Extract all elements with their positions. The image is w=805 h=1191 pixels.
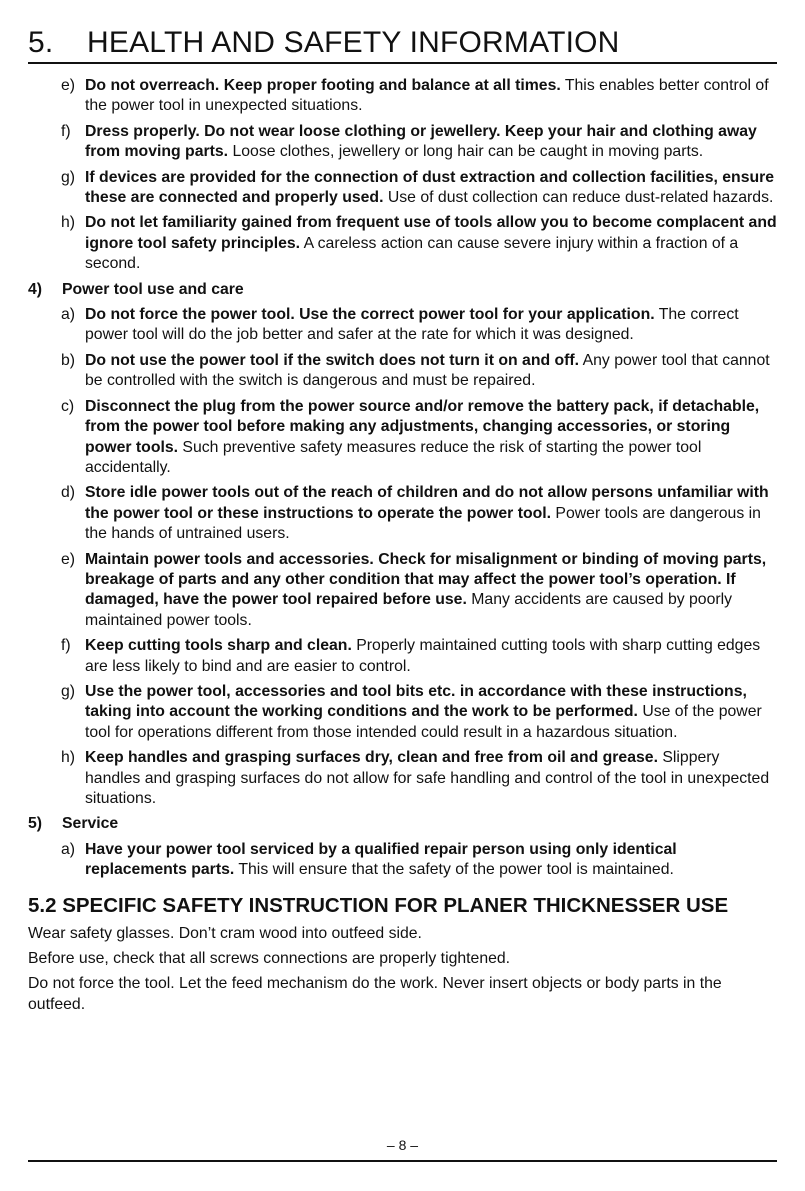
item-text: This enables better control of the power tool in unexpected situations. [85, 77, 769, 115]
section-number: 5) [28, 815, 43, 833]
paragraph: Do not force the tool. Let the feed mechanism do the work. Never insert objects or body parts in the outfeed. [28, 975, 722, 1013]
subsection-heading: 5.2 SPECIFIC SAFETY INSTRUCTION FOR PLANER THICKNESSER USE [28, 893, 729, 917]
item-letter: f) [61, 637, 71, 655]
item-text: Use of the power tool for operations different from those intended could result in a hazardous situation. [85, 703, 762, 741]
list-item [28, 636, 777, 677]
item-bold-text: If devices are provided for the connection of dust extraction and collection facilities, ensure these are connected and properly used. [85, 168, 775, 207]
list-item [28, 122, 777, 163]
item-bold-text: Dress properly. Do not wear loose clothing or jewellery. Keep your hair and clothing away from moving parts. [85, 122, 757, 161]
item-bold-text: Disconnect the plug from the power source and/or remove the battery pack, if detachable, from the power tool before making any adjustments, changing accessories, or storing power tools. [85, 397, 760, 456]
item-letter: d) [61, 484, 76, 502]
item-bold-text: Do not use the power tool if the switch does not turn it on and off. [85, 351, 580, 369]
list-item [28, 397, 777, 479]
item-text: This will ensure that the safety of the power tool is maintained. [234, 861, 674, 879]
list-item [28, 168, 777, 209]
chapter-number: 5. [28, 26, 54, 59]
list-item [28, 351, 777, 392]
item-bold-text: Maintain power tools and accessories. Check for misalignment or binding of moving parts, breakage of parts and any other condition that may affect the power tool’s operation. If damaged, have the power tool repaired before use. [85, 550, 767, 609]
item-bold-text: Keep handles and grasping surfaces dry, clean and free from oil and grease. [85, 749, 658, 767]
page-number: – 8 – [386, 1137, 419, 1153]
list-item [28, 76, 777, 117]
item-text: Many accidents are caused by poorly maintained power tools. [85, 591, 733, 629]
item-letter: h) [61, 749, 76, 767]
item-letter: g) [61, 682, 76, 700]
list-item [28, 483, 777, 544]
page-header [28, 26, 777, 60]
list-item [28, 213, 777, 274]
item-letter: e) [61, 77, 76, 94]
item-text: The correct power tool will do the job better and safer at the rate for which it was designed. [85, 306, 739, 344]
section-heading-4 [28, 280, 777, 300]
item-letter: a) [61, 840, 76, 858]
item-bold-text: Keep cutting tools sharp and clean. [85, 637, 352, 655]
section-heading-5 [28, 814, 777, 834]
section-title: Power tool use and care [62, 280, 244, 298]
header-divider [28, 62, 777, 64]
item-bold-text: Use the power tool, accessories and tool bits etc. in accordance with these instructions, taking into account the working conditions and the work to be performed. [85, 682, 747, 721]
item-text: Any power tool that cannot be controlled with the switch is dangerous and must be repaired. [85, 351, 770, 390]
list-item [28, 748, 777, 809]
item-letter: h) [61, 214, 76, 232]
item-text: Such preventive safety measures reduce the risk of starting the power tool accidentally. [85, 438, 702, 476]
document-body [28, 76, 777, 1020]
list-item [28, 840, 777, 881]
item-text: Slippery handles and grasping surfaces do not allow for safe handling and control of the tool in unexpected situations. [85, 749, 770, 807]
item-letter: f) [61, 122, 71, 140]
section-title: Service [62, 815, 119, 833]
item-letter: c) [61, 397, 75, 415]
item-bold-text: Store idle power tools out of the reach of children and do not allow persons unfamiliar with the power tool or these instructions to operate the power tool. [85, 484, 769, 522]
item-text: A careless action can cause severe injury within a fraction of a second. [85, 234, 739, 273]
item-letter: e) [61, 550, 76, 568]
item-bold-text: Do not let familiarity gained from frequent use of tools allow you to become complacent and ignore tool safety principles. [85, 214, 777, 252]
item-letter: a) [61, 306, 76, 324]
item-text: Use of dust collection can reduce dust-related hazards. [383, 189, 774, 207]
item-bold-text: Have your power tool serviced by a qualified repair person using only identical replacements parts. [85, 840, 677, 879]
paragraph: Wear safety glasses. Don’t cram wood into outfeed side. [28, 924, 422, 942]
item-letter: b) [61, 351, 76, 369]
item-bold-text: Do not overreach. Keep proper footing and balance at all times. [85, 77, 561, 94]
list-item [28, 550, 777, 632]
item-text: Loose clothes, jewellery or long hair can be caught in moving parts. [228, 143, 704, 161]
list-item [28, 682, 777, 743]
list-item [28, 305, 777, 346]
chapter-title: HEALTH AND SAFETY INFORMATION [87, 26, 620, 59]
item-letter: g) [61, 168, 76, 186]
item-text: Power tools are dangerous in the hands of untrained users. [85, 504, 761, 543]
footer-divider [28, 1160, 777, 1162]
item-bold-text: Do not force the power tool. Use the correct power tool for your application. [85, 306, 655, 324]
item-text: Properly maintained cutting tools with sharp cutting edges are less likely to bind and are easier to control. [85, 637, 761, 675]
paragraph: Before use, check that all screws connections are properly tightened. [28, 950, 511, 968]
section-number: 4) [28, 280, 43, 298]
